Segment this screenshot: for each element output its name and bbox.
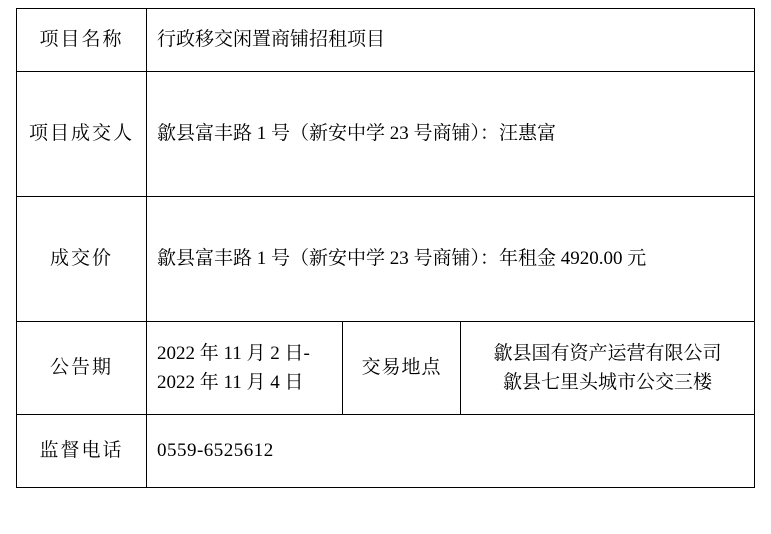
announcement-start-line: 2022 年 11 月 2 日- bbox=[156, 342, 310, 364]
row-label-supervision-phone: 监督电话 bbox=[16, 415, 146, 488]
table-row bbox=[16, 415, 754, 488]
row-value-buyer: 歙县富丰路 1 号（新安中学 23 号商铺）：汪惠富 bbox=[146, 72, 754, 197]
project-result-table bbox=[16, 8, 755, 488]
announcement-end-line: 2022 年 11 月 4 日 bbox=[156, 372, 304, 393]
table-row bbox=[16, 9, 754, 72]
row-label-trade-location: 交易地点 bbox=[342, 322, 460, 415]
row-value-trade-location bbox=[460, 322, 754, 415]
table-row bbox=[16, 197, 754, 322]
table-row bbox=[16, 72, 754, 197]
row-label-price: 成交价 bbox=[16, 197, 146, 322]
row-label-buyer: 项目成交人 bbox=[16, 72, 146, 197]
row-value-price: 歙县富丰路 1 号（新安中学 23 号商铺）：年租金 4920.00 元 bbox=[146, 197, 754, 322]
trade-location-line-2: 歙县七里头城市公交三楼 bbox=[502, 372, 712, 393]
row-label-project-name: 项目名称 bbox=[16, 9, 146, 72]
trade-location-line-1: 歙县国有资产运营有限公司 bbox=[493, 342, 722, 364]
row-value-project-name: 行政移交闲置商铺招租项目 bbox=[146, 9, 754, 72]
row-value-supervision-phone: 0559-6525612 bbox=[146, 415, 754, 488]
table-row bbox=[16, 322, 754, 415]
row-value-announcement-period bbox=[146, 322, 342, 415]
row-label-announcement-period: 公告期 bbox=[16, 322, 146, 415]
